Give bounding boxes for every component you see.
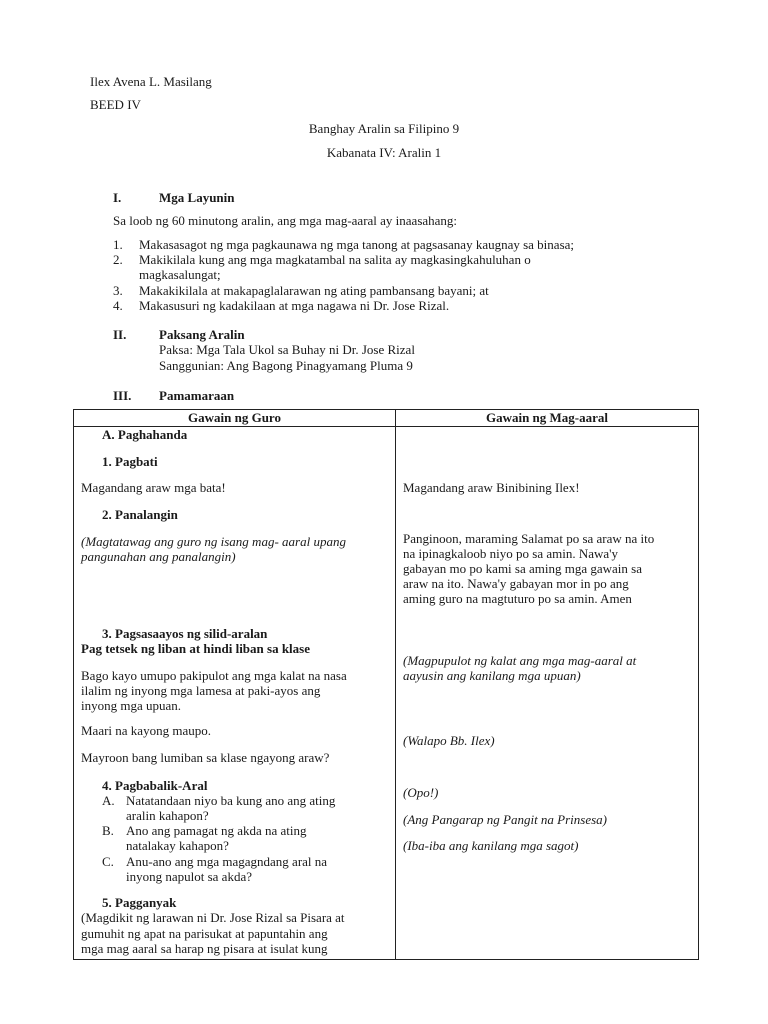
- paghahanda-heading: A. Paghahanda: [102, 427, 188, 442]
- pulot-response: (Magpupulot ng kalat ang mga mag-aaral at: [403, 653, 637, 668]
- pagganyak-text: (Magdikit ng larawan ni Dr. Jose Rizal sa Pisara at: [81, 910, 345, 925]
- question-a: Natatandaan niyo ba kung ano ang ating: [126, 793, 336, 808]
- list-item-continuation: magkasalungat;: [139, 267, 221, 282]
- pagbabalik-heading: 4. Pagbabalik-Aral: [102, 778, 208, 793]
- maari-text: Maari na kayong maupo.: [81, 723, 211, 738]
- question-letter: C.: [102, 854, 114, 869]
- section3-number: III.: [113, 388, 132, 403]
- table-row: [74, 427, 699, 960]
- question-letter: B.: [102, 823, 114, 838]
- pagganyak-text-cont: mga mag aaral sa harap ng pisara at isulat kung: [81, 941, 328, 956]
- magaaral-cell: [396, 427, 699, 960]
- panalangin-instruction-cont: pangunahan ang panalangin): [81, 549, 236, 564]
- course-label: BEED IV: [90, 97, 141, 112]
- sanggunian-line: Sanggunian: Ang Bagong Pinagyamang Pluma 9: [159, 358, 413, 373]
- question-c-cont: inyong napulot sa akda?: [126, 869, 252, 884]
- bati-response: Magandang araw Binibining Ilex!: [403, 480, 580, 495]
- pagbati-text: Magandang araw mga bata!: [81, 480, 226, 495]
- question-a-cont: aralin kahapon?: [126, 808, 209, 823]
- mayroon-text: Mayroon bang lumiban sa klase ngayong araw?: [81, 750, 330, 765]
- section1-number: I.: [113, 190, 122, 205]
- table-header-row: [74, 410, 699, 427]
- panalangin-instruction: (Magtatawag ang guro ng isang mag- aaral upang: [81, 534, 346, 549]
- section2-number: II.: [113, 327, 127, 342]
- opo-response: (Opo!): [403, 785, 439, 800]
- pulot-response-cont: aayusin ang kanilang mga upuan): [403, 668, 581, 683]
- panalangin-response: Panginoon, maraming Salamat po sa araw na ito: [403, 531, 655, 546]
- paksa-line: Paksa: Mga Tala Ukol sa Buhay ni Dr. Jose Rizal: [159, 342, 415, 357]
- panalangin-response-cont: aming guro na magtuturo po sa amin. Amen: [403, 591, 632, 606]
- lesson-plan-table: [73, 409, 699, 960]
- section1-intro: Sa loob ng 60 minutong aralin, ang mga mag-aaral ay inaasahang:: [113, 213, 458, 228]
- pagbati-heading: 1. Pagbati: [102, 454, 158, 469]
- pagtetsek-heading: Pag tetsek ng liban at hindi liban sa klase: [81, 641, 310, 656]
- document-subtitle: Kabanata IV: Aralin 1: [326, 145, 442, 160]
- guro-cell: [74, 427, 396, 960]
- question-b-cont: natalakay kahapon?: [126, 838, 229, 853]
- bago-text-cont: inyong mga upuan.: [81, 698, 182, 713]
- panalangin-response-cont: gabayan mo po kami sa aming mga gawain sa: [403, 561, 642, 576]
- section2-title: Paksang Aralin: [159, 327, 245, 342]
- bago-text: Bago kayo umupo pakipulot ang mga kalat na nasa: [81, 668, 347, 683]
- pagganyak-text-cont: gumuhit ng apat na parisukat at papuntahin ang: [81, 926, 328, 941]
- pangarap-response: (Ang Pangarap ng Pangit na Prinsesa): [403, 812, 608, 827]
- bago-text-cont: ilalim ng inyong mga lamesa at paki-ayos ang: [81, 683, 321, 698]
- document-title: Banghay Aralin sa Filipino 9: [308, 121, 460, 136]
- header-gawain-guro: Gawain ng Guro: [74, 410, 396, 427]
- sagot-response: (Iba-iba ang kanilang mga sagot): [403, 838, 579, 853]
- section1-title: Mga Layunin: [159, 190, 235, 205]
- question-letter: A.: [102, 793, 115, 808]
- section3-title: Pamamaraan: [159, 388, 235, 403]
- panalangin-heading: 2. Panalangin: [102, 507, 178, 522]
- panalangin-response-cont: araw na ito. Nawa'y gabayan mor in po ang: [403, 576, 629, 591]
- question-b: Ano ang pamagat ng akda na ating: [126, 823, 307, 838]
- objectives-list: 1. Makasasagot ng mga pagkaunawa ng mga tanong at pagsasanay kaugnay sa binasa; 2. Makikilala kung ang mga magkatambal na salita ay magkasingkahuluhan o magkasalungat; 3. Makakikilala at makapaglalarawan ng ating pambansang bayani; at 4. Makasusuri ng kadakilaan at mga nagawa ni Dr. Jose Rizal.: [113, 237, 575, 313]
- walapo-response: (Walapo Bb. Ilex): [403, 733, 495, 748]
- header-gawain-magaaral: Gawain ng Mag-aaral: [396, 410, 699, 427]
- pagganyak-heading: 5. Pagganyak: [102, 895, 177, 910]
- author-name: Ilex Avena L. Masilang: [90, 74, 212, 89]
- pagsasaayos-heading: 3. Pagsasaayos ng silid-aralan: [102, 626, 268, 641]
- question-c: Anu-ano ang mga magagndang aral na: [126, 854, 328, 869]
- panalangin-response-cont: na ipinagkaloob niyo po sa amin. Nawa'y: [403, 546, 618, 561]
